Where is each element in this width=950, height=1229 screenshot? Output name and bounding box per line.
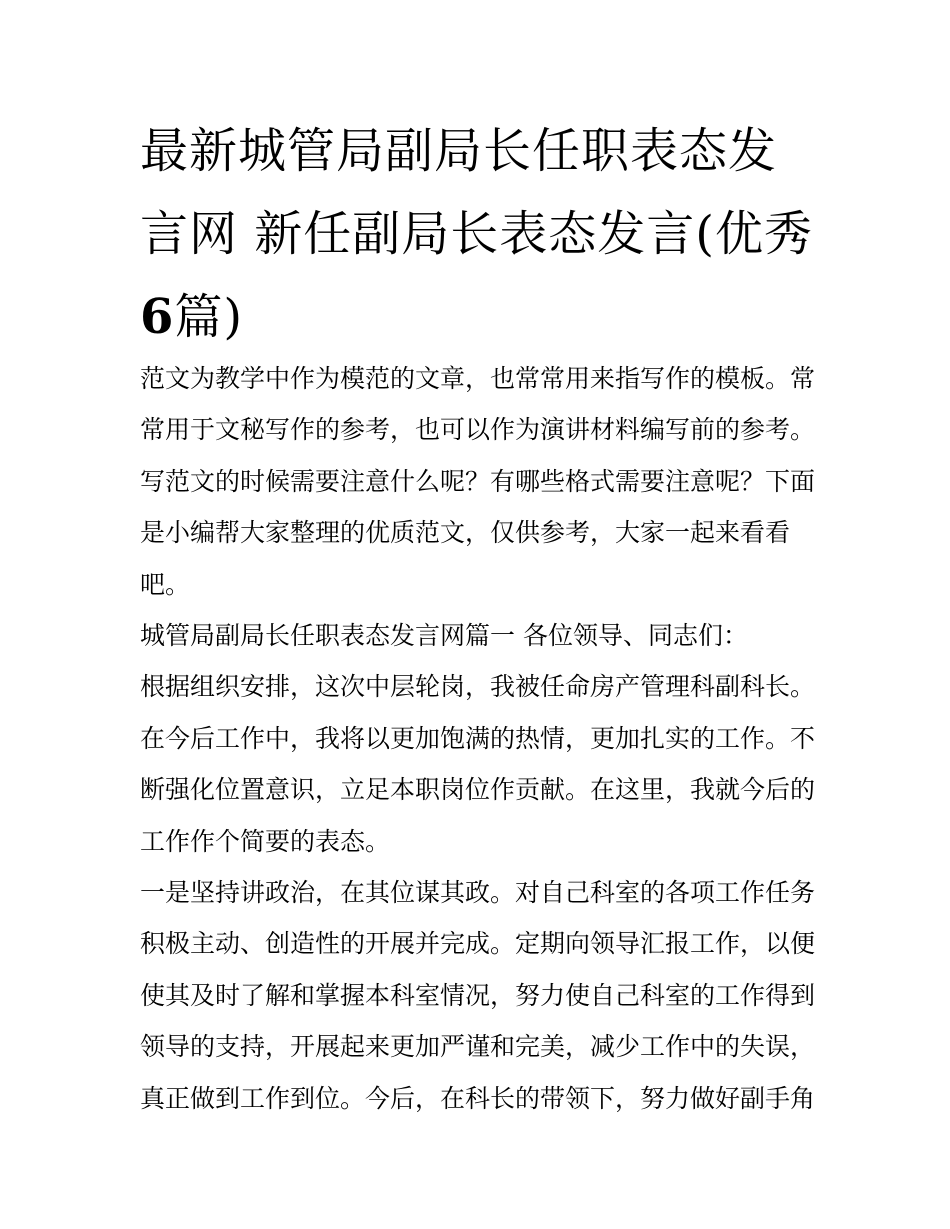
paragraph-intro: 范文为教学中作为模范的文章，也常常用来指写作的模板。常常用于文秘写作的参考，也可以作为演讲材料编写前的参考。写范文的时候需要注意什么呢？有哪些格式需要注意呢？下面是小编帮大家整理的优质范文，仅供参考，大家一起来看看吧。 <box>140 364 816 599</box>
document-body <box>140 353 820 1124</box>
paragraph-appointment: 根据组织安排，这次中层轮岗，我被任命房产管理科副科长。在今后工作中，我将以更加饱满的热情，更加扎实的工作。不断强化位置意识，立足本职岗位作贡献。在这里，我就今后的工作作个简要的表态。 <box>140 672 816 856</box>
title-number: 6 <box>140 289 175 345</box>
paragraph-point-one: 一是坚持讲政治，在其位谋其政。对自己科室的各项工作任务积极主动、创造性的开展并完成。定期向领导汇报工作，以便使其及时了解和掌握本科室情况，努力使自己科室的工作得到领导的支持，开展起来更加严谨和完美，减少工作中的失误，真正做到工作到位。今后，在科长的带领下，努力做好副手角 <box>140 878 816 1113</box>
paragraph-section-heading: 城管局副局长任职表态发言网篇一 各位领导、同志们： <box>140 621 748 651</box>
title-text: 最新城管局副局长任职表态发言网 新任副局长表态发言(优秀 <box>140 123 813 262</box>
title-suffix: 篇) <box>174 289 244 345</box>
document-title <box>140 110 820 359</box>
